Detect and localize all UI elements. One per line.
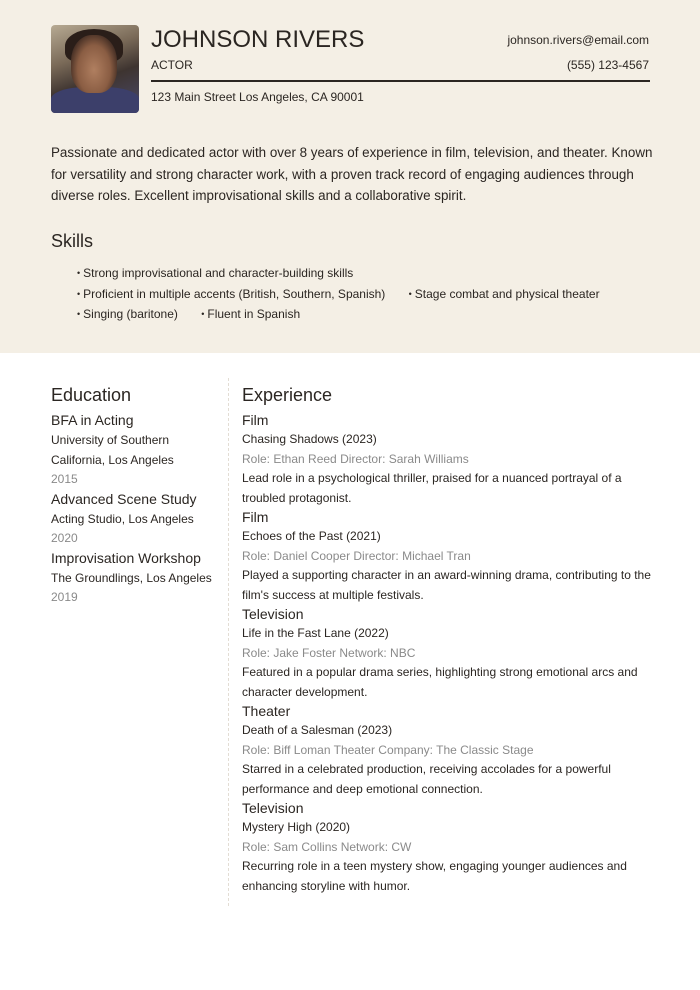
experience-title: Echoes of the Past (2021) <box>242 529 381 543</box>
skill-item: • Strong improvisational and character-building skills <box>77 266 353 280</box>
experience-item <box>242 411 662 508</box>
address: 123 Main Street Los Angeles, CA 90001 <box>151 90 364 104</box>
profile-photo <box>51 25 139 113</box>
experience-description: Starred in a celebrated production, receiving accolades for a powerful performance and deep emotional connection. <box>242 762 611 796</box>
skills-row <box>77 287 657 308</box>
education-school: The Groundlings, Los Angeles <box>51 570 212 585</box>
experience-category: Film <box>242 509 269 525</box>
skill-item: • Proficient in multiple accents (British, Southern, Spanish) <box>77 287 385 301</box>
experience-title: Life in the Fast Lane (2022) <box>242 626 389 640</box>
experience-title: Death of a Salesman (2023) <box>242 723 393 737</box>
education-item <box>51 490 221 549</box>
education-year: 2020 <box>51 531 78 545</box>
education-item <box>51 549 221 608</box>
experience-category: Film <box>242 412 269 428</box>
education-item <box>51 411 221 490</box>
education-section <box>51 383 221 608</box>
experience-title: Chasing Shadows (2023) <box>242 432 377 446</box>
education-school: University of Southern California, Los Angeles <box>51 433 174 467</box>
job-title: ACTOR <box>151 58 193 72</box>
phone-number: (555) 123-4567 <box>566 58 649 72</box>
profile-summary: Passionate and dedicated actor with over 8 years of experience in film, television, and theater. Known for versatility and strong character work, with a proven track record of engaging audiences through diverse roles. Excellent improvisational skills and a collaborative spirit. <box>51 145 653 203</box>
column-divider <box>228 378 229 906</box>
education-year: 2015 <box>51 472 78 486</box>
experience-role: Role: Sam Collins Network: CW <box>242 839 412 854</box>
experience-item <box>242 508 662 605</box>
experience-role: Role: Daniel Cooper Director: Michael Tran <box>242 548 471 563</box>
experience-role: Role: Jake Foster Network: NBC <box>242 645 416 660</box>
education-degree: Improvisation Workshop <box>51 549 201 566</box>
candidate-name: JOHNSON RIVERS <box>151 26 365 53</box>
photo-face <box>71 35 117 93</box>
education-degree: BFA in Acting <box>51 412 134 428</box>
experience-category: Theater <box>242 703 291 719</box>
experience-role: Role: Biff Loman Theater Company: The Classic Stage <box>242 742 534 757</box>
education-school: Acting Studio, Los Angeles <box>51 511 194 526</box>
experience-item <box>242 799 662 896</box>
experience-category: Television <box>242 606 304 622</box>
education-heading: Education <box>51 385 132 405</box>
education-degree: Advanced Scene Study <box>51 490 197 507</box>
skill-item: • Singing (baritone) <box>77 307 178 321</box>
experience-item <box>242 702 662 799</box>
skills-row <box>77 266 657 287</box>
experience-description: Lead role in a psychological thriller, praised for a nuanced portrayal of a troubled protagonist. <box>242 471 622 505</box>
experience-item <box>242 605 662 702</box>
experience-title: Mystery High (2020) <box>242 820 351 834</box>
experience-role: Role: Ethan Reed Director: Sarah Williams <box>242 451 469 466</box>
experience-description: Played a supporting character in an award-winning drama, contributing to the film's success at multiple festivals. <box>242 568 651 602</box>
experience-description: Featured in a popular drama series, highlighting strong emotional arcs and character development. <box>242 665 638 699</box>
skill-item: • Stage combat and physical theater <box>409 287 600 301</box>
education-year: 2019 <box>51 590 78 604</box>
skills-row <box>77 307 657 328</box>
skill-item: • Fluent in Spanish <box>201 307 300 321</box>
experience-description: Recurring role in a teen mystery show, engaging younger audiences and enhancing storyline with humor. <box>242 859 627 893</box>
experience-section <box>242 383 662 896</box>
experience-category: Television <box>242 800 304 816</box>
skills-list <box>77 266 657 328</box>
header-section <box>0 0 700 353</box>
skills-heading: Skills <box>51 231 94 251</box>
email-link[interactable]: johnson.rivers@email.com <box>507 33 649 47</box>
experience-heading: Experience <box>242 385 333 405</box>
header-divider <box>151 80 650 82</box>
